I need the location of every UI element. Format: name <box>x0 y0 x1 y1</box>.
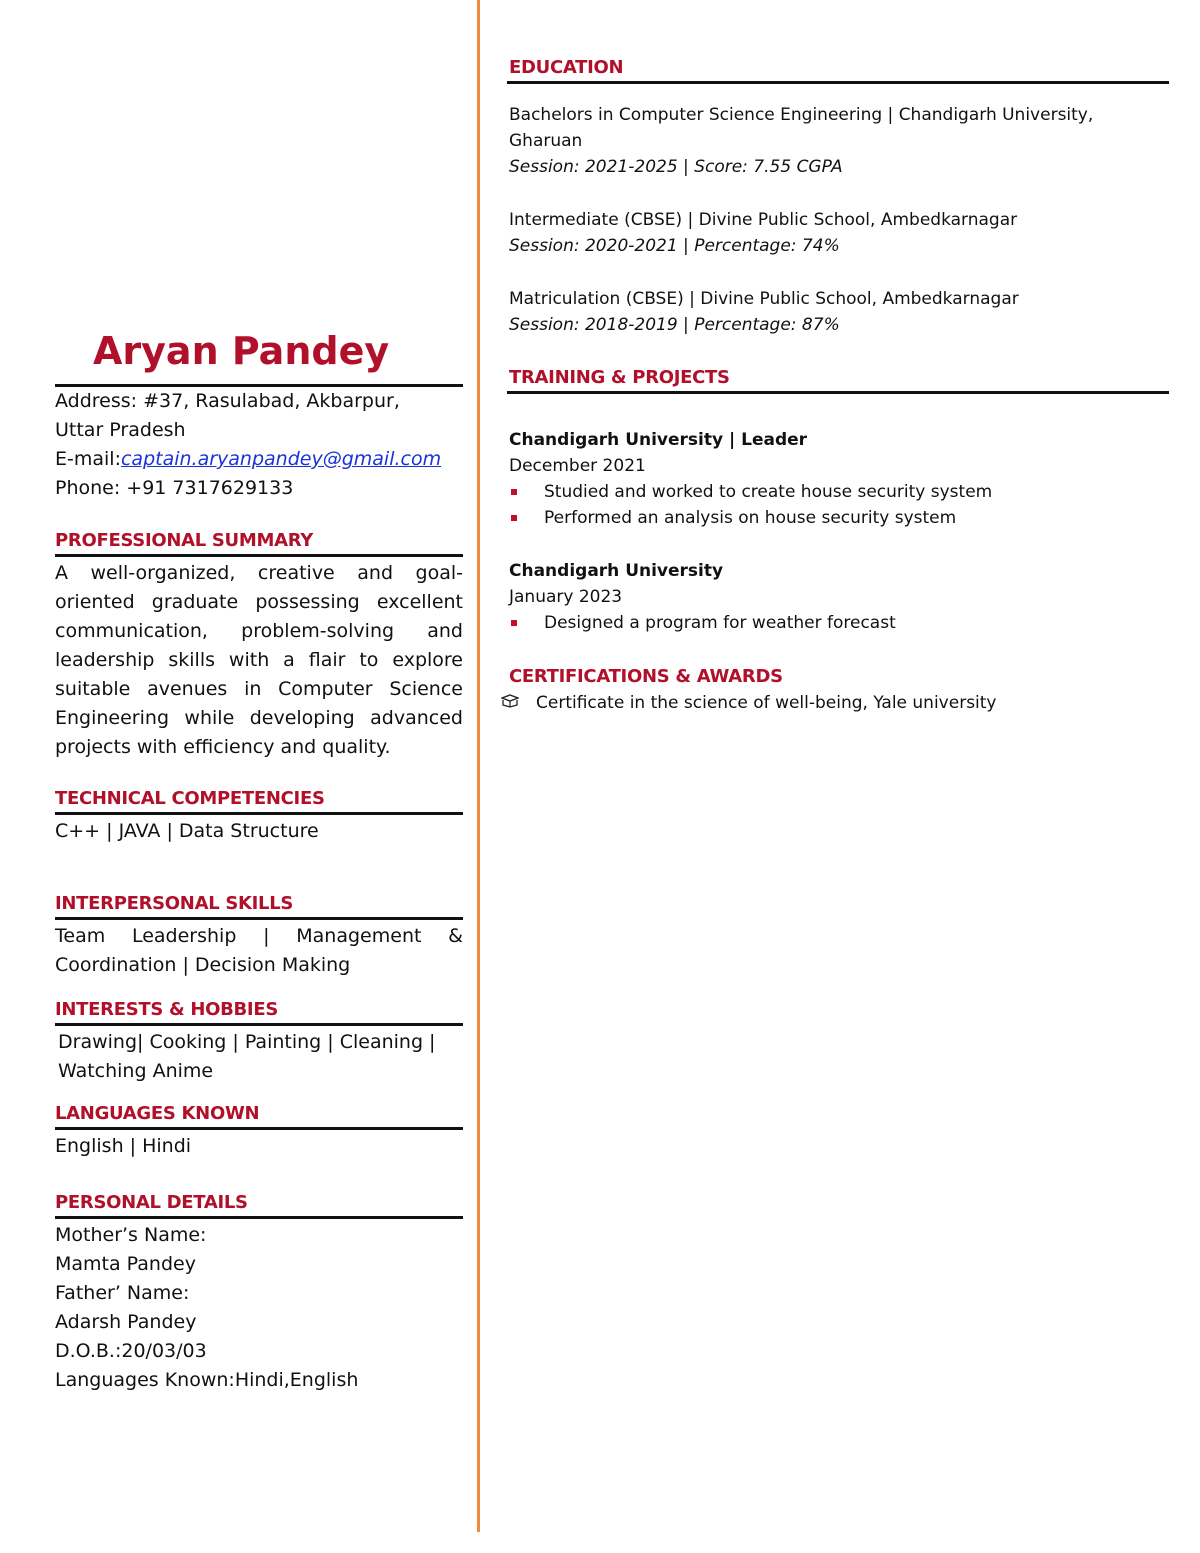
address-line-1: Address: #37, Rasulabad, Akbarpur, <box>55 390 400 412</box>
languages-text: English | Hindi <box>55 1135 192 1157</box>
section-title: PROFESSIONAL SUMMARY <box>55 530 314 551</box>
section-rule <box>507 81 1169 84</box>
bullet-text: Designed a program for weather forecast <box>544 613 896 633</box>
personal-line: Mamta Pandey <box>55 1253 196 1275</box>
bullet-square-icon <box>511 515 517 521</box>
address-line-2: Uttar Pradesh <box>55 419 186 441</box>
project-date: January 2023 <box>509 587 623 607</box>
education-line: Bachelors in Computer Science Engineering | Chandigarh University, Gharuan <box>509 105 1094 151</box>
list-item <box>509 479 1169 505</box>
interests-section <box>55 997 463 1086</box>
section-rule <box>55 917 463 920</box>
section-rule <box>55 554 463 557</box>
bullet-square-icon <box>511 489 517 495</box>
education-session: Session: 2021-2025 | Score: 7.55 CGPA <box>509 157 843 177</box>
phone: Phone: +91 7317629133 <box>55 477 294 499</box>
technical-text: C++ | JAVA | Data Structure <box>55 820 319 842</box>
education-session: Session: 2020-2021 | Percentage: 74% <box>509 236 840 256</box>
section-rule <box>55 1216 463 1219</box>
interests-text: Drawing| Cooking | Painting | Cleaning | Watching Anime <box>58 1031 436 1082</box>
list-item <box>509 610 1169 636</box>
certifications-section <box>509 664 1169 716</box>
candidate-name: Aryan Pandey <box>93 329 390 373</box>
section-title: INTERPERSONAL SKILLS <box>55 893 294 914</box>
education-entry <box>509 207 1169 259</box>
section-title: INTERESTS & HOBBIES <box>55 999 278 1020</box>
education-entry <box>509 286 1169 338</box>
project-entry <box>509 558 1169 636</box>
project-heading: Chandigarh University | Leader <box>509 430 808 450</box>
training-section <box>509 365 1169 636</box>
list-item <box>509 690 1169 716</box>
education-section <box>509 55 1169 338</box>
education-entry <box>509 102 1169 180</box>
section-title: TECHNICAL COMPETENCIES <box>55 788 325 809</box>
section-title: CERTIFICATIONS & AWARDS <box>509 666 783 687</box>
bullet-text: Studied and worked to create house security system <box>544 482 993 502</box>
email-link[interactable]: captain.aryanpandey@gmail.com <box>120 448 442 470</box>
column-divider <box>477 0 480 1532</box>
book-icon <box>501 690 519 716</box>
section-title: TRAINING & PROJECTS <box>509 367 730 388</box>
section-rule <box>55 812 463 815</box>
list-item <box>509 505 1169 531</box>
section-title: LANGUAGES KNOWN <box>55 1103 260 1124</box>
section-rule <box>507 391 1169 394</box>
project-bullets <box>509 479 1169 531</box>
section-title: EDUCATION <box>509 57 624 78</box>
interpersonal-text: Team Leadership | Management & Coordination | Decision Making <box>55 925 463 976</box>
personal-line: Mother’s Name: <box>55 1224 207 1246</box>
personal-line: Adarsh Pandey <box>55 1311 197 1333</box>
bullet-text: Performed an analysis on house security system <box>544 508 957 528</box>
personal-details-section <box>55 1190 463 1395</box>
interpersonal-skills-section <box>55 891 463 980</box>
education-session: Session: 2018-2019 | Percentage: 87% <box>509 315 840 335</box>
section-rule <box>55 1127 463 1130</box>
bullet-square-icon <box>511 620 517 626</box>
project-date: December 2021 <box>509 456 646 476</box>
project-entry <box>509 427 1169 531</box>
section-title: PERSONAL DETAILS <box>55 1192 248 1213</box>
email-label: E-mail: <box>55 448 121 470</box>
section-rule <box>55 1023 463 1026</box>
personal-lines <box>55 1221 463 1395</box>
contact-block <box>55 384 463 503</box>
education-line: Matriculation (CBSE) | Divine Public School, Ambedkarnagar <box>509 289 1019 309</box>
certification-text: Certificate in the science of well-being, Yale university <box>536 693 997 713</box>
personal-line: D.O.B.:20/03/03 <box>55 1340 207 1362</box>
summary-text: A well-organized, creative and goal-oriented graduate possessing excellent communication, problem-solving and leadership skills with a flair to explore suitable avenues in Computer Science Engineering while developing advanced projects with efficiency and quality. <box>55 562 463 758</box>
project-bullets <box>509 610 1169 636</box>
professional-summary-section <box>55 528 463 762</box>
education-line: Intermediate (CBSE) | Divine Public School, Ambedkarnagar <box>509 210 1018 230</box>
technical-competencies-section <box>55 786 463 846</box>
email-row <box>55 445 463 474</box>
languages-section <box>55 1101 463 1161</box>
personal-line: Father’ Name: <box>55 1282 190 1304</box>
personal-line: Languages Known:Hindi,English <box>55 1369 359 1391</box>
project-heading: Chandigarh University <box>509 561 724 581</box>
